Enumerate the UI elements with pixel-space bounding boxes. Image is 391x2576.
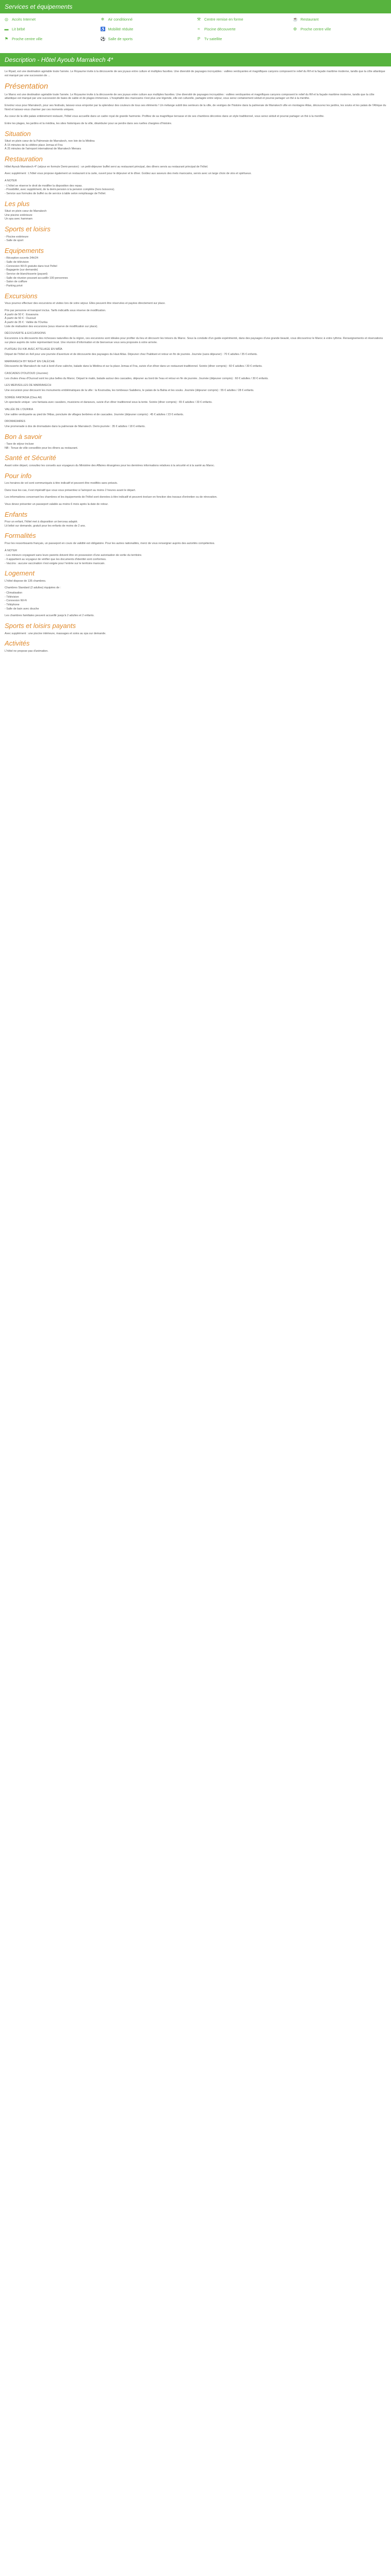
list-line: - Réception ouverte 24h/24 — [5, 257, 39, 260]
spacer — [0, 44, 391, 53]
car-icon: ⚙ — [293, 27, 297, 32]
presentation-heading: Présentation — [5, 82, 48, 91]
amenity-item — [101, 26, 195, 32]
reduced-mobility-icon: ♿ — [100, 27, 106, 32]
list-line: - Piscine extérieure — [5, 235, 29, 239]
amenity-item — [101, 36, 195, 42]
restauration-paragraph: Hôtel Ayoub Marrakech 4* (séjour en formule Demi-pension) : un petit-déjeuner buffet servi au restaurant principal, des dîners servis au restaurant principal de l'hôtel. — [5, 165, 208, 168]
sport-icon: ⚽ — [100, 37, 106, 42]
equipements-heading: Equipements — [5, 246, 44, 255]
plus-heading: Les plus — [5, 199, 30, 208]
activites-section — [5, 639, 386, 653]
excursion-title: LES MERVEILLES DE MARRAKECH — [5, 384, 52, 387]
amenities-grid — [0, 13, 391, 44]
enfants-section — [5, 510, 386, 529]
wifi-icon: ◎ — [5, 17, 8, 22]
list-line: À partir de 50 € : Ouzoud — [5, 317, 36, 320]
excursion-title: DROMADAIRES — [5, 420, 26, 423]
restauration-list — [5, 184, 386, 196]
list-line: Pour un enfant, l'hôtel met à disposition un berceau adapté. — [5, 520, 78, 524]
excursion-text: Une excursion pour découvrir les monuments emblématiques de la ville : la Koutoubia, les tombeaux Saâdiens, le palais de la Bahia et les souks. Journée (déjeuner compris) : 55 € adultes / 28 € enfants. — [5, 388, 254, 392]
excursion-text: Une promenade à dos de dromadaire dans la palmeraie de Marrakech. Demi-journée : 35 € adultes / 18 € enfants. — [5, 425, 145, 428]
description-body — [0, 66, 391, 653]
restaurant-icon: ☕ — [292, 17, 298, 22]
pour-info-paragraph: Vous devez présenter un passeport valable au moins 6 mois après la date de retour. — [5, 503, 109, 506]
excursions-paragraph: Vous pourrez effectuer des excursions et visites lors de votre séjour. Elles peuvent être réservées et payées directement sur place. — [5, 302, 166, 306]
amenity-item — [197, 36, 291, 42]
sports-heading: Sports et loisirs — [5, 225, 51, 233]
excursion-title: VALLÉE DE L'OURIKA — [5, 408, 34, 411]
amenity-label: Proche centre ville — [12, 36, 43, 41]
excursion-text: Un spectacle unique : une fantasia avec cavaliers, musiciens et danseurs, suivie d'un dîner traditionnel sous la tente. Soirée (dîner compris) : 65 € adultes / 33 € enfants. — [5, 401, 213, 404]
excursion-text: Une vallée verdoyante au pied de l'Atlas, ponctuée de villages berbères et de cascades. Journée (déjeuner compris) : 45 € adultes / 23 € enfants. — [5, 413, 184, 416]
amenity-item — [4, 16, 99, 23]
excursion-text: Découverte de Marrakech de nuit à bord d'une calèche, balade dans la Médina et sur la place Jemaa el Fna, suivie d'un dîner dans un restaurant traditionnel. Soirée (dîner compris) : 60 € adultes / 30 € enfants. — [5, 365, 263, 368]
logement-paragraph: L'hôtel dispose de 135 chambres. — [5, 579, 46, 583]
pour-info-heading: Pour info — [5, 471, 32, 480]
excursions-list — [5, 309, 386, 329]
list-line: Situé en plein cœur de la Palmeraie de Marrakech, non loin de la Médina — [5, 140, 95, 143]
presentation-paragraph: Au coeur de la ville palais entièrement restauré, l'hôtel vous accueille dans un cadre royal de grande harmonie. Profitez de sa magnifique terrasse et de ses chambres décorées dans un style traditionnel, vous serez séduit et pourrai partager un thé à la menthe. — [5, 115, 324, 118]
services-banner: Services et équipements — [0, 0, 391, 13]
list-line: - Les mineurs voyageant sans leurs parents doivent être en possession d'une autorisation de sortie du territoire. — [5, 554, 142, 557]
restauration-note-label: A NOTER — [5, 179, 17, 182]
list-line: - Connexion Wi-Fi gratuite dans tout l'hôtel — [5, 264, 57, 268]
formalites-section — [5, 531, 386, 566]
amenity-item — [197, 26, 291, 32]
amenity-label: Piscine découverte — [204, 26, 236, 31]
amenity-label: Mobilité réduite — [108, 26, 134, 31]
enfants-list — [5, 520, 386, 528]
amenity-item — [4, 36, 99, 42]
restauration-heading: Restauration — [5, 155, 43, 163]
parking-icon: P — [197, 37, 201, 42]
excursion-title: PLATEAU DU KIK AVEC ATTELAGE EN MÂÏA — [5, 348, 62, 351]
list-line: Lit bébé sur demande, gratuit pour les enfants de moins de 2 ans. — [5, 524, 86, 528]
amenity-label: Tv satellite — [204, 36, 222, 41]
fitness-icon: ⚒ — [197, 17, 201, 22]
bon-savoir-list — [5, 443, 386, 450]
list-line: - Possibilité, avec supplément, de la demi-pension à la pension complète (hors boissons). — [5, 188, 115, 192]
list-line: - Salle de bain avec douche — [5, 607, 39, 611]
presentation-paragraph: Le Maroc est une destination agréable toute l'année. Le Royaume invite à la découverte de ses joyaux entre culture aux multiples facettes. Une diversité de paysages incroyables : vallées verdoyantes et magnifiques canyons composent le relief du Rif et la façade maritime moderne, tandis que la côte atlantique est marqué par une succession de baies de sable et de plages immenses. L'hospitalité des marocains n'est plus une légende, elle est culturelle, partagée entre séjour, vous serez certainement séduit et pourrai partager un thé à la menthe. — [5, 93, 374, 100]
pour-info-paragraph: Les horaires de vol sont communiqués à titre indicatif et peuvent être modifiés sans préavis. — [5, 482, 118, 485]
list-line: - Bagagerie (sur demande) — [5, 268, 38, 272]
amenity-item — [197, 16, 291, 23]
bon-savoir-heading: Bon à savoir — [5, 432, 42, 440]
formalites-note-label: À NOTER — [5, 549, 17, 552]
amenity-label: Proche centre ville — [300, 26, 331, 31]
list-line: À 15 minutes de la célèbre place Jemaa el Fna — [5, 143, 63, 147]
list-line: - Salle de télévision — [5, 261, 29, 264]
bed-icon: ▬ — [4, 27, 9, 32]
sante-section — [5, 453, 386, 468]
enfants-heading: Enfants — [5, 510, 28, 518]
situation-section — [5, 129, 386, 151]
list-line: Un spa avec hammam — [5, 217, 32, 221]
list-line: - Salon de coiffure — [5, 280, 27, 284]
amenity-label: Salle de sports — [108, 36, 133, 41]
snowflake-icon: ❄ — [101, 17, 105, 22]
list-line: - Climatisation — [5, 591, 23, 595]
sports-section — [5, 225, 386, 243]
amenity-label: Lit bébé — [12, 26, 25, 31]
pour-info-paragraph: Dans tous les cas, il est impératif que vous vous présentiez à l'aéroport au moins 2 heures avant le départ. — [5, 488, 136, 492]
list-line: - Il appartient au voyageur de vérifier que les documents d'identité sont conformes. — [5, 557, 107, 561]
list-line: - Taxe de séjour incluse — [5, 443, 34, 446]
pour-info-paragraph: Les informations concernant les chambres et les équipements de l'hôtel sont données à titre indicatif et peuvent évoluer en fonction des travaux d'entretien ou de rénovation. — [5, 496, 218, 499]
decouverte-heading: DÉCOUVERTE & EXCURSIONS — [5, 332, 46, 335]
sante-paragraph: Avant votre départ, consultez les conseils aux voyageurs du Ministère des Affaires étrangères pour les dernières informations relatives à la sécurité et à la santé au Maroc. — [5, 464, 215, 467]
excursion-items — [5, 348, 386, 429]
excursion-text: Départ de l'hôtel en 4x4 pour une journée d'aventure et de découverte des paysages du Haut Atlas. Déjeuner chez l'habitant et retour en fin de journée. Journée (sans déjeuner) : 70 € adultes / 35 € enfants. — [5, 352, 258, 356]
list-line: - Salle de réunion pouvant accueillir 100 personnes — [5, 276, 68, 280]
list-line: - Parking privé — [5, 284, 23, 288]
equipements-section — [5, 246, 386, 289]
list-line: - Connexion Wi-Fi — [5, 599, 27, 603]
list-line: - Service de blanchisserie (payant) — [5, 273, 47, 276]
list-line: Prix par personne et transport inclus. Tarifs indicatifs sous réserve de modification. — [5, 309, 106, 312]
description-banner: Description - Hôtel Ayoub Marrakech 4* — [0, 53, 391, 66]
list-line: - Vaccins : aucune vaccination n'est exigée pour l'entrée sur le territoire marocain. — [5, 562, 105, 565]
amenity-label: Accès Internet — [12, 16, 36, 22]
excursions-section — [5, 292, 386, 429]
logement-paragraph: Chambres Standard (2 adultes) équipées de : — [5, 586, 61, 590]
pool-icon: ≈ — [198, 27, 200, 32]
sante-heading: Santé et Sécurité — [5, 454, 56, 462]
list-line: Liste de réalisation des excursions (sous réserve de modification sur place). — [5, 325, 98, 328]
list-line: Une piscine extérieure — [5, 213, 32, 217]
list-line: - Service aux formules de buffet ou de service à table selon remplissage de l'hôtel. — [5, 192, 106, 195]
list-line: - Salle de sport — [5, 239, 24, 243]
logement-section — [5, 569, 386, 618]
bon-savoir-section — [5, 432, 386, 451]
list-line: - Télévision — [5, 595, 19, 599]
list-line: NB : Tenue de ville conseillée pour les dîners au restaurant. — [5, 446, 78, 450]
excursion-title: CASCADES D'OUZOUD (Journée) — [5, 371, 48, 375]
decouverte-paragraph: Excursions à la découverte des richesses naturelles de la région, ces excursions sont idéales pour profiter du lieu et découvrir les trésors du Maroc. Sous la conduite d'un guide expérimenté, dans des paysages d'une grande beauté, vous découvrirez le Maroc à votre rythme. Renseignements et réservations sur place auprès de notre représentant local. Une réunion d'information et de bienvenue vous sera proposée à votre arrivée. — [5, 336, 383, 344]
formalites-heading: Formalités — [5, 532, 36, 540]
logement-list — [5, 591, 386, 611]
pour-info-section — [5, 471, 386, 507]
list-line: - L'hôtel se réserve le droit de modifier la disposition des repas. — [5, 184, 83, 188]
logement-paragraph: Les chambres familiales peuvent accueillir jusqu'à 2 adultes et 2 enfants. — [5, 614, 94, 618]
sports-payants-section — [5, 621, 386, 636]
amenity-item — [4, 26, 99, 32]
presentation-section — [5, 81, 386, 126]
formalites-list — [5, 554, 386, 566]
situation-heading: Situation — [5, 129, 31, 138]
description-intro: Le Riyad, est une destination agréable toute l'année. Le Royaume invite à la découverte de ses joyaux entre culture et multiples facettes. Une diversité de paysages incroyables : vallées verdoyantes et magnifiques canyons composent le relief du Rif et la façade maritime moderne, tandis que la côte atlantique est marqué par une succession de ... — [5, 70, 385, 77]
situation-list — [5, 140, 386, 151]
equipements-list — [5, 257, 386, 288]
formalites-paragraph: Pour les ressortissants français, un passeport en cours de validité est obligatoire. Pour les autres nationalités, merci de vous renseigner auprès des autorités compétentes. — [5, 541, 215, 545]
activites-paragraph: L'hôtel ne propose pas d'animation. — [5, 649, 48, 653]
golf-icon: ⚑ — [4, 37, 9, 42]
sports-payants-heading: Sports et loisirs payants — [5, 622, 76, 630]
amenity-label: Centre remise en forme — [204, 16, 243, 22]
list-line: À partir de 50 € : Essaouira — [5, 313, 39, 316]
list-line: - Téléphone — [5, 603, 20, 607]
list-line: Situé en plein cœur de Marrakech — [5, 210, 47, 213]
excursion-title: SOIRÉE FANTASIA (Chez Ali) — [5, 396, 42, 399]
presentation-paragraph: Envolez vous pour Marrakech, pour ses festivals, laissez-vous emporter par la splendeur des couleurs de tous ses éléments ! Un mélange subtil des senteurs de la ville, de vestiges de l'histoire dans la palmeraie de Marrakech ville en montagne Atlas, découvrez les jardins, les souks et les palais de l'Afrique du Nord et laissez-vous charmer par ces moments uniques. — [5, 104, 386, 111]
amenity-label: Air conditionné — [108, 16, 133, 22]
amenity-item — [293, 16, 387, 23]
excursion-text: Les chutes d'eau d'Ouzoud sont les plus belles du Maroc. Départ le matin, balade autour des cascades, déjeuner au bord de l'eau et retour en fin de journée. Journée (déjeuner compris) : 60 € adultes / 30 € enfants. — [5, 377, 269, 380]
excursion-title: MARRAKECH BY NIGHT EN CALÈCHE — [5, 360, 55, 363]
plus-section — [5, 199, 386, 222]
plus-list — [5, 210, 386, 222]
sports-list — [5, 235, 386, 243]
activites-heading: Activités — [5, 639, 30, 648]
amenity-label: Restaurant — [300, 16, 319, 22]
amenity-item — [101, 16, 195, 23]
excursions-heading: Excursions — [5, 292, 38, 300]
list-line: À partir de 35 € : Vallée de l'Ourika — [5, 320, 48, 324]
presentation-paragraph: Entre les plages, les jardins et la médina, les sites historiques de la ville, déambuler pour se perdre dans ses ruelles chargées d'histoire. — [5, 122, 172, 125]
amenity-item — [293, 26, 387, 32]
restauration-section — [5, 155, 386, 196]
sports-payants-paragraph: Avec supplément : une piscine intérieure, massages et soins au spa sur demande. — [5, 632, 106, 635]
restauration-paragraph: Avec supplément : L'hôtel vous propose également un restaurant à la carte, ouvert pour le déjeuner et le dîner. Goûtez aux saveurs des mets marocains, servis avec un large choix de vins et spiritueux. — [5, 172, 252, 176]
logement-heading: Logement — [5, 569, 35, 578]
list-line: À 25 minutes de l'aéroport international de Marrakech Menara — [5, 147, 81, 151]
